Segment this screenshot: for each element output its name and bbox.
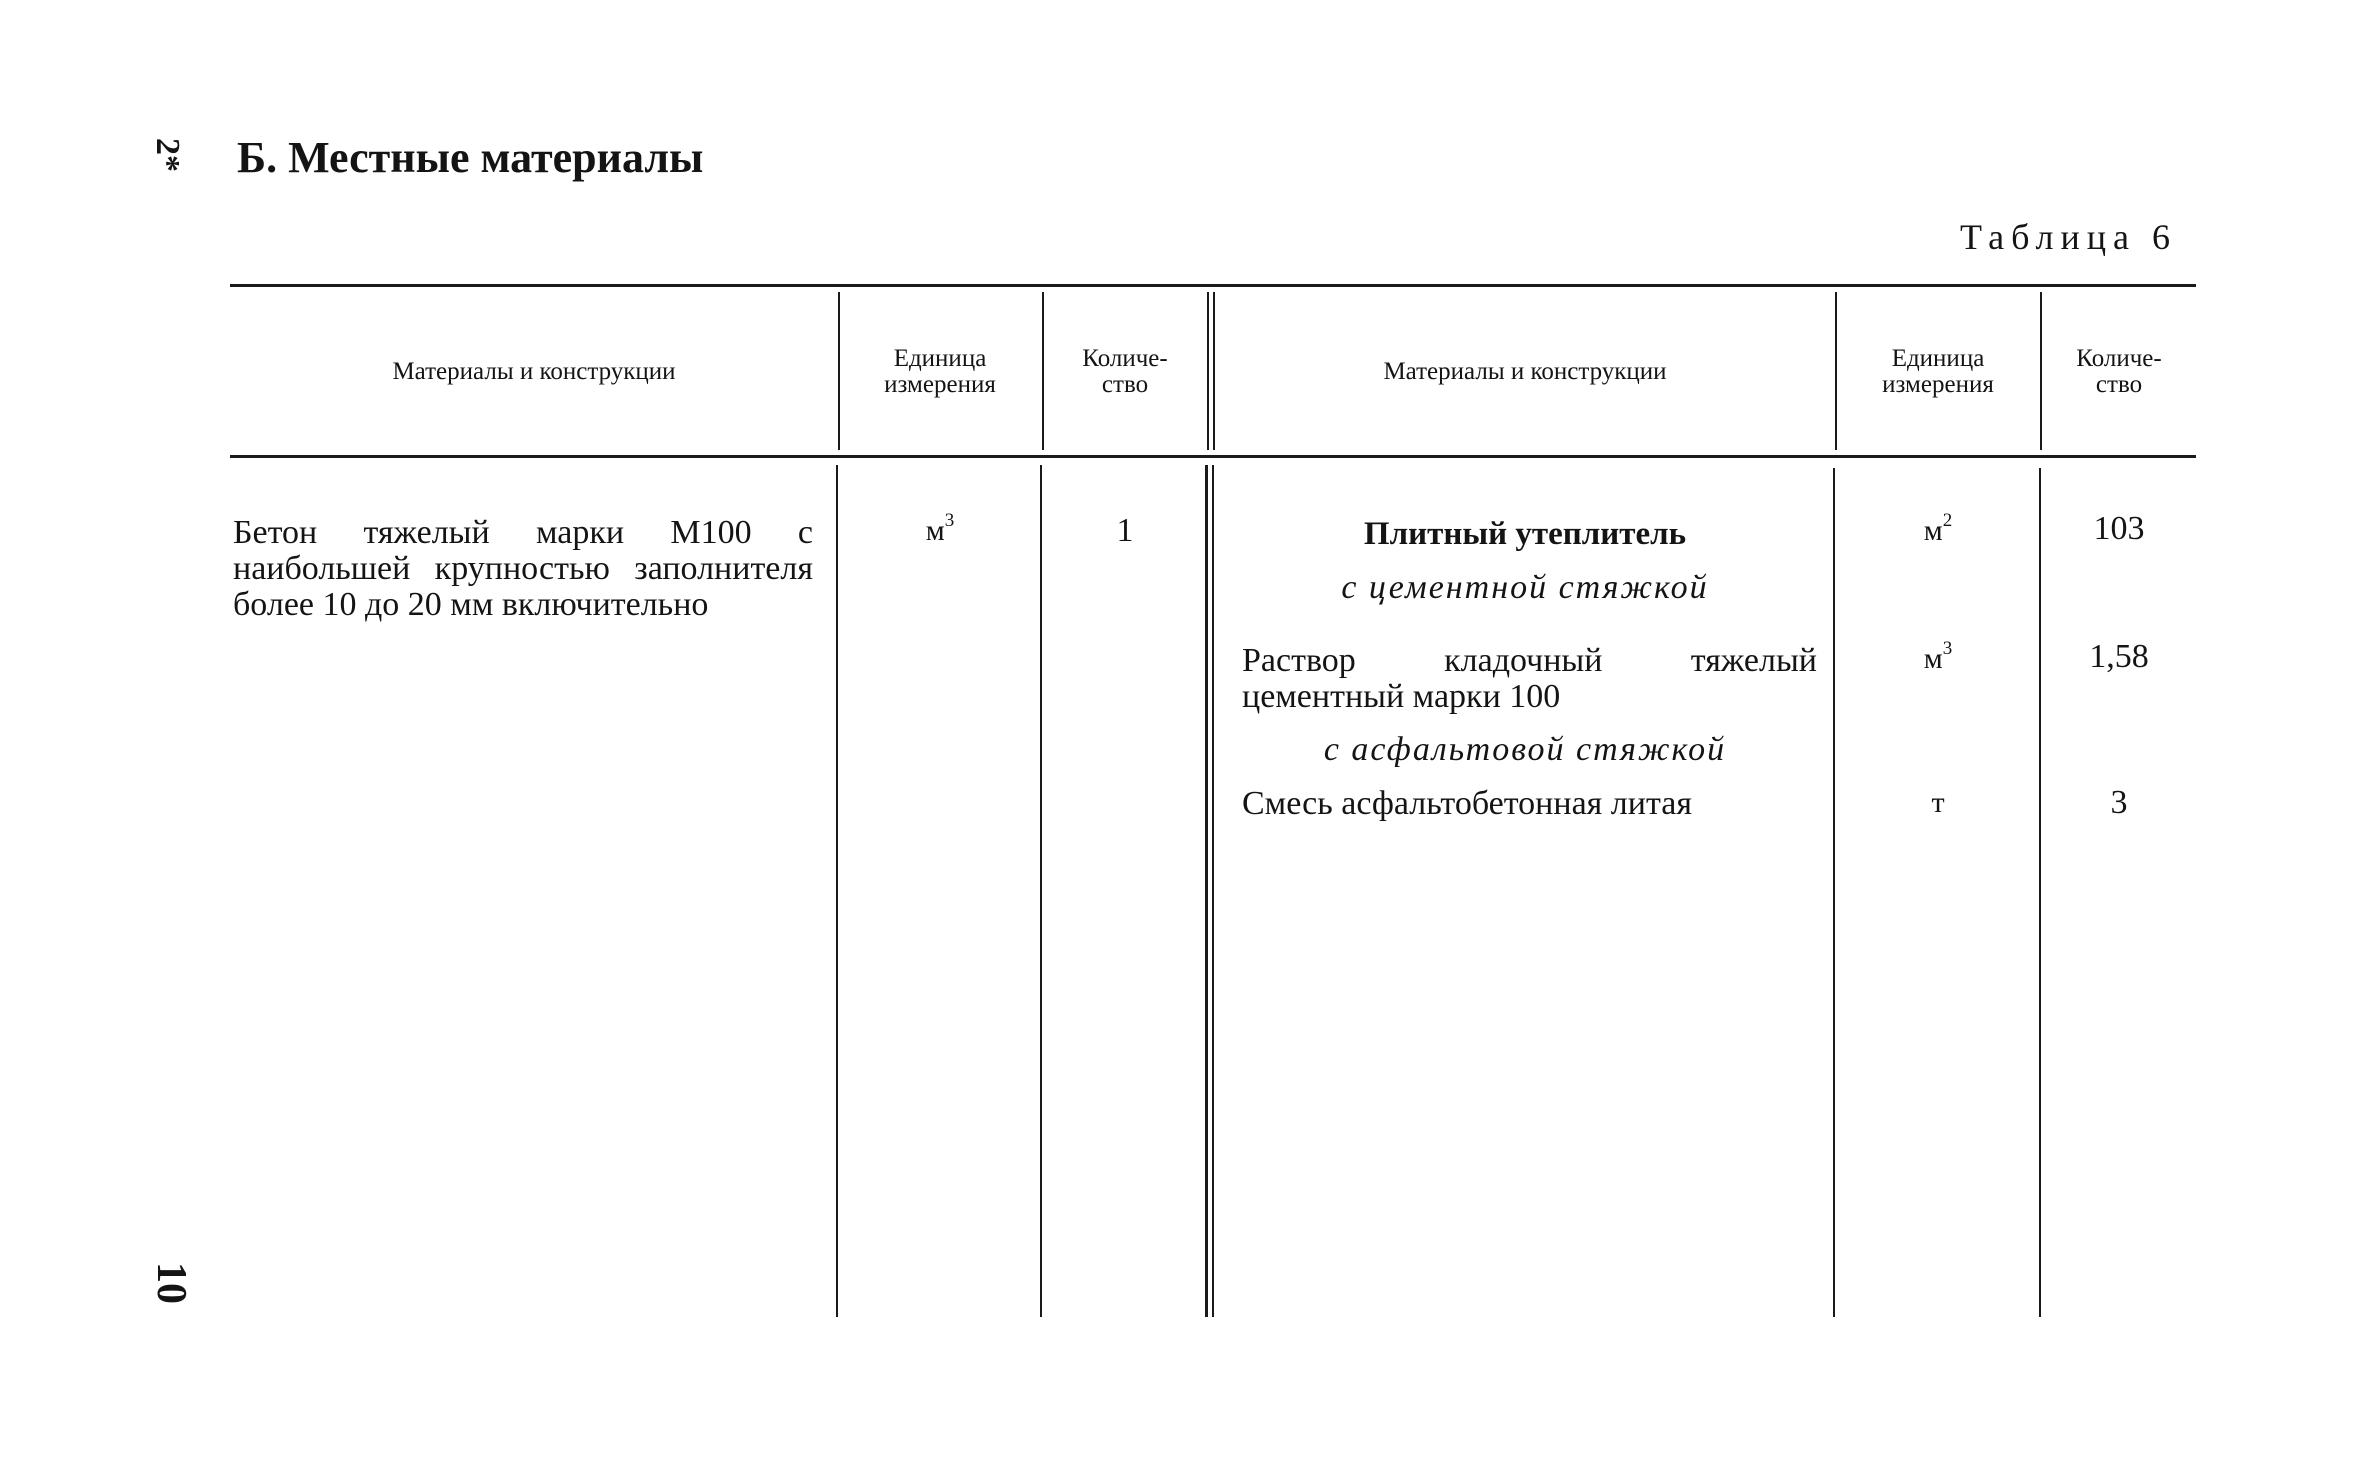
header-qty-left: [1044, 292, 1206, 452]
table-caption: Таблица 6: [1960, 217, 2177, 257]
header-label: Количе-: [2076, 345, 2162, 372]
header-label: Единица: [893, 345, 987, 372]
table-row-quantity: 1,58: [2089, 638, 2149, 675]
unit-exponent: 2: [1942, 510, 1953, 531]
unit-base: м: [1923, 642, 1943, 675]
table-top-rule: [230, 284, 2196, 287]
group-heading: Плитный утеплитель: [1363, 516, 1687, 552]
header-materials-left: [232, 292, 836, 452]
unit-base: т: [1931, 786, 1945, 819]
header-label: измерения: [884, 371, 996, 398]
table-row-material: Бетон тяжелый марки М100 с наибольшей крупностью заполнителя более 10 до 20 мм включительно: [233, 514, 813, 623]
group-subheading: с асфальтовой стяжкой: [1323, 731, 1727, 768]
col-divider: [836, 465, 838, 1317]
col-divider-double: [1205, 465, 1208, 1317]
col-divider-double: [1207, 292, 1209, 450]
header-label: измерения: [1882, 371, 1994, 398]
col-divider: [2039, 468, 2041, 1317]
header-label: Количе-: [1082, 345, 1168, 372]
header-label: Материалы и конструкции: [392, 358, 676, 385]
header-label: ство: [1101, 371, 1149, 398]
header-bottom-rule: [230, 455, 2196, 458]
table-row-unit: [840, 510, 1040, 548]
table-row-material: Смесь асфальтобетонная литая: [1242, 785, 1692, 822]
unit-base: м: [925, 514, 945, 547]
col-divider-double: [1212, 465, 1214, 1317]
header-materials-right: [1216, 292, 1834, 452]
table-row-material: Раствор кладочный тяжелый цементный марки 100: [1242, 642, 1817, 715]
header-qty-right: [2042, 292, 2196, 452]
table-row-quantity: 1: [1116, 512, 1134, 549]
header-label: Единица: [1891, 345, 1985, 372]
unit-exponent: 3: [1942, 638, 1953, 659]
page-number: 10: [148, 1262, 194, 1304]
header-unit-right: [1837, 292, 2039, 452]
table-row-unit: [1837, 786, 2039, 820]
group-subheading: с цементной стяжкой: [1341, 569, 1709, 606]
section-title: Б. Местные материалы: [237, 133, 704, 182]
col-divider: [1040, 465, 1042, 1317]
margin-mark-top: 2*: [149, 138, 186, 172]
header-label: ство: [2095, 371, 2143, 398]
unit-base: м: [1923, 514, 1943, 547]
table-row-quantity: 3: [2110, 784, 2128, 821]
table-row-quantity: 103: [2093, 510, 2145, 547]
unit-exponent: 3: [944, 510, 955, 531]
table-row-unit: [1837, 638, 2039, 676]
header-label: Материалы и конструкции: [1383, 358, 1667, 385]
header-unit-left: [840, 292, 1040, 452]
col-divider-double: [1213, 292, 1215, 450]
table-row-unit: [1837, 510, 2039, 548]
